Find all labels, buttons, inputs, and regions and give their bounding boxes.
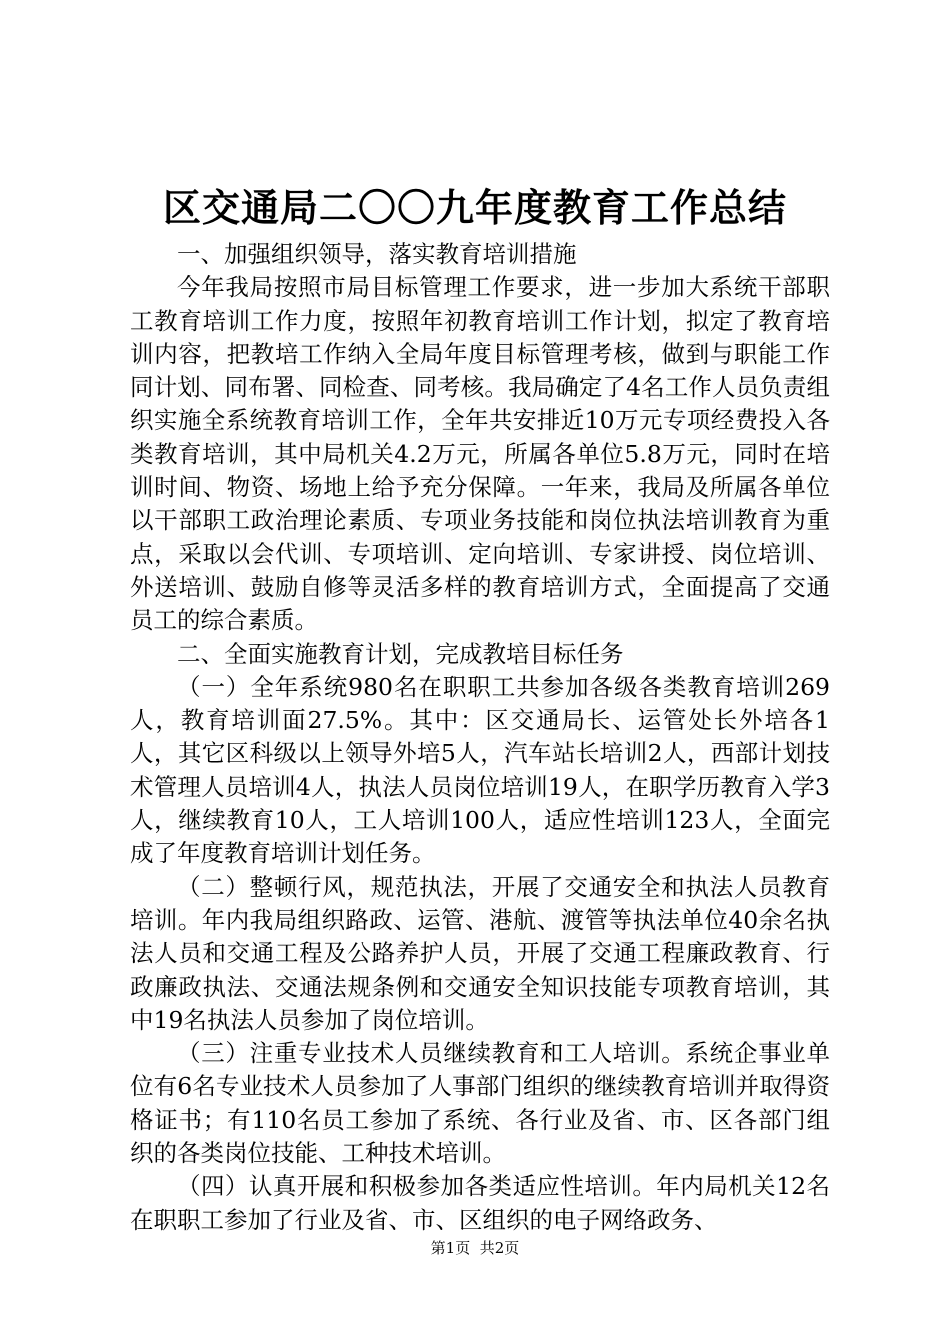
item-paragraph-2: （二）整顿行风，规范执法，开展了交通安全和执法人员教育培训。年内我局组织路政、运管、港航、渡管等执法单位40余名执法人员和交通工程及公路养护人员，开展了交通工程廉政教育、行政廉政执法、交通法规条例和交通安全知识技能专项教育培训，其中19名执法人员参加了岗位培训。	[130, 872, 830, 1034]
item-paragraph-3: （三）注重专业技术人员继续教育和工人培训。系统企事业单位有6名专业技术人员参加了人事部门组织的继续教育培训并取得资格证书；有110名员工参加了系统、各行业及省、市、区各部门组织的各类岗位技能、工种技术培训。	[130, 1039, 830, 1168]
section-paragraph-1: 今年我局按照市局目标管理工作要求，进一步加大系统干部职工教育培训工作力度，按照年初教育培训工作计划，拟定了教育培训内容，把教培工作纳入全局年度目标管理考核，做到与职能工作同计划、同布署、同检查、同考核。我局确定了4名工作人员负责组织实施全系统教育培训工作，全年共安排近10万元专项经费投入各类教育培训，其中局机关4.2万元，所属各单位5.8万元，同时在培训时间、物资、场地上给予充分保障。一年来，我局及所属各单位以干部职工政治理论素质、专项业务技能和岗位执法培训教育为重点，采取以会代训、专项培训、定向培训、专家讲授、岗位培训、外送培训、鼓励自修等灵活多样的教育培训方式，全面提高了交通员工的综合素质。	[130, 273, 830, 635]
item-paragraph-1: （一）全年系统980名在职职工共参加各级各类教育培训269人，教育培训面27.5%。其中：区交通局长、运管处长外培各1人，其它区科级以上领导外培5人，汽车站长培训2人，西部计划技术管理人员培训4人，执法人员岗位培训19人，在职学历教育入学3人，继续教育10人，工人培训100人，适应性培训123人，全面完成了年度教育培训计划任务。	[130, 672, 830, 868]
section-heading-1: 一、加强组织领导，落实教育培训措施	[177, 240, 577, 268]
document-title: 区交通局二〇〇九年度教育工作总结	[162, 185, 787, 230]
page-number: 第1页	[430, 1239, 471, 1257]
item-paragraph-4: （四）认真开展和积极参加各类适应性培训。年内局机关12名在职职工参加了行业及省、市、区组织的电子网络政务、	[130, 1172, 830, 1234]
page-footer	[0, 1238, 950, 1258]
document-body	[130, 238, 830, 1237]
section-heading-2: 二、全面实施教育计划，完成教培目标任务	[177, 639, 624, 668]
page-total: 共2页	[479, 1239, 520, 1257]
